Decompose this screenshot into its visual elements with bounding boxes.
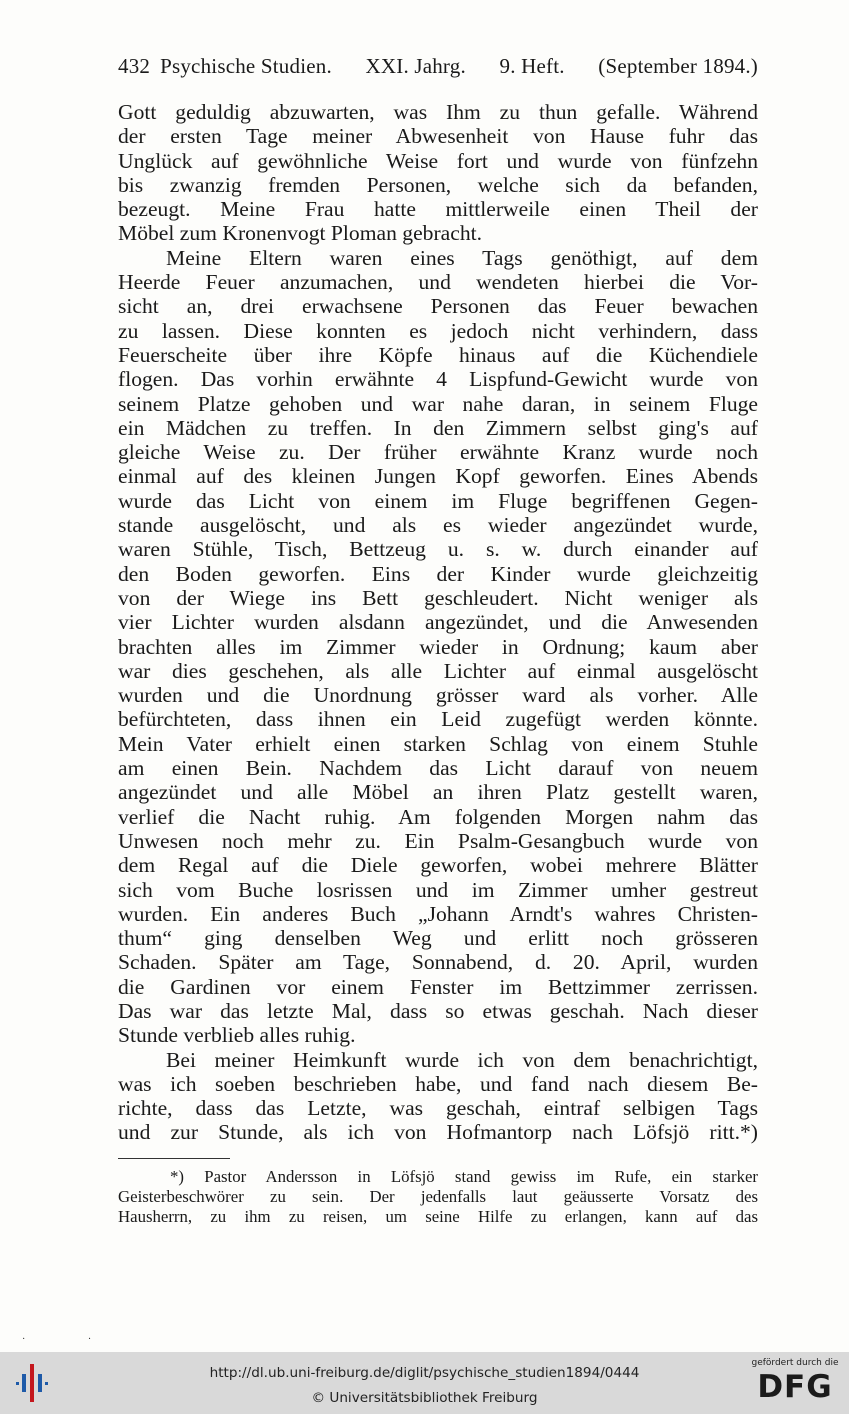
footnote <box>118 1167 758 1227</box>
text-line: Stunde verblieb alles ruhig. <box>118 1023 356 1048</box>
text-line: sich vom Buche losrissen und im Zimmer umher gestreut <box>118 877 758 902</box>
scan-marks: · · <box>22 1334 122 1345</box>
text-line: thum“ ging denselben Weg und erlitt noch grösseren <box>118 926 758 951</box>
text-line: brachten alles im Zimmer wieder in Ordnung; kaum aber <box>118 634 758 659</box>
text-line: war dies geschehen, als alle Lichter auf einmal ausgelöscht <box>118 658 758 683</box>
text-line: Meine Eltern waren eines Tags genöthigt, auf dem <box>166 245 758 270</box>
text-line: was ich soeben beschrieben habe, und fand nach diesem Be- <box>118 1071 758 1096</box>
text-line: Unglück auf gewöhnliche Weise fort und wurde von fünfzehn <box>118 148 758 173</box>
text-line: Gott geduldig abzuwarten, was Ihm zu thun gefalle. Während <box>118 100 758 124</box>
issue: 9. Heft. <box>499 54 565 78</box>
text-line: waren Stühle, Tisch, Bettzeug u. s. w. durch einander auf <box>118 537 758 562</box>
text-line: wurden. Ein anderes Buch „Johann Arndt's wahres Christen- <box>118 901 758 926</box>
text-line: zu lassen. Diese konnten es jedoch nicht verhindern, dass <box>118 318 758 343</box>
body-text <box>118 100 758 1145</box>
text-line: und zur Stunde, als ich von Hofmantorp nach Löfsjö ritt.*) <box>118 1120 758 1145</box>
footnote-line: *) Pastor Andersson in Löfsjö stand gewiss im Rufe, ein starker <box>170 1167 758 1186</box>
text-line: angezündet und alle Möbel an ihren Platz gestellt waren, <box>118 780 758 805</box>
text-line: Bei meiner Heimkunft wurde ich von dem benachrichtigt, <box>166 1047 758 1072</box>
text-line: flogen. Das vorhin erwähnte 4 Lispfund-Gewicht wurde von <box>118 367 758 392</box>
text-line: befürchteten, dass ihnen ein Leid zugefügt werden könnte. <box>118 707 758 732</box>
footnote-line: Hausherrn, zu ihm zu reisen, um seine Hilfe zu erlangen, kann auf das <box>118 1207 758 1226</box>
footnote-rule <box>118 1158 230 1159</box>
text-line: einmal auf des kleinen Jungen Kopf geworfen. Eines Abends <box>118 464 758 489</box>
text-line: wurden und die Unordnung grösser ward als vorher. Alle <box>118 683 758 708</box>
text-line: gleiche Weise zu. Der früher erwähnte Kranz wurde noch <box>118 440 758 465</box>
text-line: sicht an, drei erwachsene Personen das Feuer bewachen <box>118 294 758 319</box>
text-line: wurde das Licht von einem im Fluge begriffenen Gegen- <box>118 488 758 513</box>
text-line: Schaden. Später am Tage, Sonnabend, d. 20. April, wurden <box>118 950 758 975</box>
text-line: ein Mädchen zu treffen. In den Zimmern selbst ging's auf <box>118 415 758 440</box>
copyright: © Universitätsbibliothek Freiburg <box>311 1390 538 1406</box>
text-line: Das war das letzte Mal, dass so etwas geschah. Nach dieser <box>118 998 758 1023</box>
text-line: Möbel zum Kronenvogt Ploman gebracht. <box>118 221 483 246</box>
text-line: am einen Bein. Nachdem das Licht darauf von neuem <box>118 756 758 781</box>
dfg-caption: gefördert durch die <box>751 1358 839 1368</box>
text-line: den Boden geworfen. Eins der Kinder wurde gleichzeitig <box>118 561 758 586</box>
text-line: Feuerscheite über ihre Köpfe hinaus auf die Küchendiele <box>118 342 758 367</box>
dfg-logo[interactable] <box>751 1358 839 1408</box>
text-line: verlief die Nacht ruhig. Am folgenden Morgen nahm das <box>118 804 758 829</box>
volume: XXI. Jahrg. <box>365 54 466 78</box>
page-number: 432 <box>118 54 151 78</box>
footnote-line: Geisterbeschwörer zu sein. Der jedenfalls laut geäusserte Vorsatz des <box>118 1187 758 1206</box>
dfg-wordmark: DFG <box>757 1369 833 1405</box>
text-line: vier Lichter wurden alsdann angezündet, und die Anwesenden <box>118 610 758 635</box>
text-line: bis zwanzig fremden Personen, welche sich da befanden, <box>118 172 758 197</box>
text-line: die Gardinen vor einem Fenster im Bettzimmer zerrissen. <box>118 974 758 999</box>
source-url[interactable]: http://dl.ub.uni-freiburg.de/diglit/psychische_studien1894/0444 <box>209 1365 640 1381</box>
footer-bar <box>0 1352 849 1414</box>
text-line: Unwesen noch mehr zu. Ein Psalm-Gesangbuch wurde von <box>118 828 758 853</box>
text-line: stande ausgelöscht, und als es wieder angezündet wurde, <box>118 513 758 538</box>
text-line: Mein Vater erhielt einen starken Schlag von einem Stuhle <box>118 731 758 756</box>
text-line: Heerde Feuer anzumachen, und wendeten hierbei die Vor- <box>118 270 758 295</box>
running-header <box>118 54 758 79</box>
text-line: bezeugt. Meine Frau hatte mittlerweile einen Theil der <box>118 197 758 222</box>
text-line: richte, dass das Letzte, was geschah, eintraf selbigen Tags <box>118 1096 758 1121</box>
journal-title: Psychische Studien. <box>160 54 332 78</box>
text-line: dem Regal auf die Diele geworfen, wobei mehrere Blätter <box>118 853 758 878</box>
text-line: von der Wiege ins Bett geschleudert. Nicht weniger als <box>118 585 758 610</box>
issue-date: (September 1894.) <box>598 54 758 78</box>
text-line: der ersten Tage meiner Abwesenheit von Hause fuhr das <box>118 124 758 149</box>
text-line: seinem Platze gehoben und war nahe daran, in seinem Fluge <box>118 391 758 416</box>
